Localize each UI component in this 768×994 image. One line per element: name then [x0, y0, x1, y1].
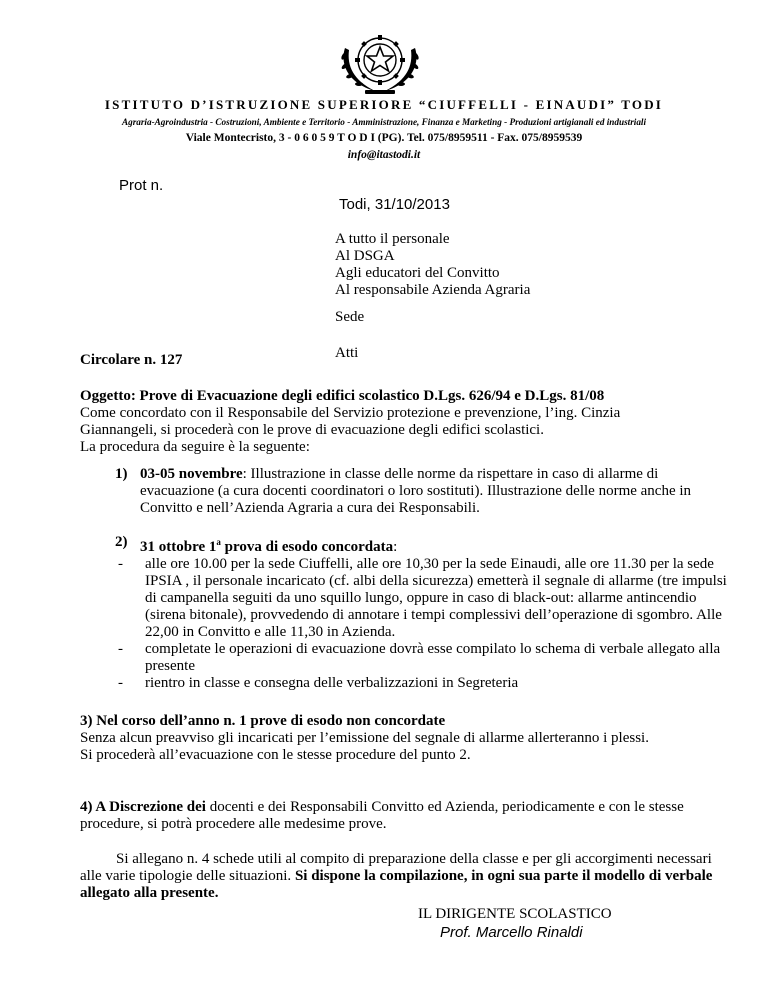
closing-paragraph [80, 851, 720, 902]
institute-sections: Agraria-Agroindustria - Costruzioni, Ambiente e Territorio - Amministrazione, Finanza e Marketing - Produzioni artigianali ed industriali [121, 117, 647, 127]
procedure-item-2 [115, 534, 730, 692]
item-text: : Illustrazione in classe delle norme da rispettare in caso di allarme di evacuazione (a cura docenti coordinatori o loro sostituti). Illustrazione delle norme anche in Convitto e nell’Azienda Agraria a cura dei Responsabili. [140, 466, 692, 516]
recipient: Al DSGA [335, 248, 395, 264]
item-text: docenti e dei Responsabili Convitto ed Azienda, periodicamente e con le stesse procedure, si potrà procedere alle medesime prove. [80, 799, 684, 832]
dash-bullet: - [118, 556, 123, 572]
list-item-text: alle ore 10.00 per la sede Ciuffelli, alle ore 10,30 per la sede Einaudi, alle ore 11.30 per la sede IPSIA , il personale incaricato (cf. albi della sicurezza) emetterà il segnale di allarme (tre impulsi di campanella seguiti da uno squillo lungo, oppure in caso di black-out: allarme antincendio (sirena bitonale), provvedendo di annotare i tempi complessivi dell’operazione di sgombro. Alle 22,00 in Convitto e alle 11,30 in Azienda. [145, 556, 727, 640]
item-date: 03-05 novembre [140, 466, 243, 482]
item-text: Si procederà all’evacuazione con le stesse procedure del punto 2. [80, 747, 471, 763]
item-number: 1) [115, 466, 128, 482]
recipient-sede: Sede [335, 309, 365, 325]
item-text: Senza alcun preavviso gli incaricati per l’emissione del segnale di allarme allerteranno i plessi. [80, 730, 649, 746]
list-item-text: rientro in classe e consegna delle verbalizzazioni in Segreteria [145, 675, 519, 691]
recipient: Al responsabile Azienda Agraria [335, 282, 531, 298]
circular-number: Circolare n. 127 [80, 352, 183, 368]
list-item [115, 641, 730, 675]
recipients-list [335, 231, 530, 299]
institute-address: Viale Montecristo, 3 - 0 6 0 5 9 T O D I (PG). Tel. 075/8959511 - Fax. 075/8959539 [185, 132, 583, 144]
intro-line: Come concordato con il Responsabile del Servizio protezione e prevenzione, l’ing. Cinzia [80, 405, 621, 421]
item-colon: : [393, 539, 398, 555]
recipient: A tutto il personale [335, 231, 450, 247]
intro-line: La procedura da seguire è la seguente: [80, 439, 310, 455]
item-title: 3) Nel corso dell’anno n. 1 prove di esodo non concordate [80, 713, 446, 729]
recipient: Agli educatori del Convitto [335, 265, 500, 281]
institute-email[interactable]: info@itastodi.it [347, 149, 421, 161]
subject-line: Oggetto: Prove di Evacuazione degli edifici scolastico D.Lgs. 626/94 e D.Lgs. 81/08 [80, 388, 605, 404]
republic-emblem-icon [335, 28, 425, 98]
item-superscript: a [216, 537, 221, 547]
item-date: 31 ottobre 1 [140, 539, 217, 555]
signer-name: Prof. Marcello Rinaldi [440, 924, 583, 941]
list-item [115, 556, 730, 641]
signer-role: IL DIRIGENTE SCOLASTICO [418, 906, 612, 922]
item-title: prova di esodo concordata [220, 539, 394, 555]
recipient-atti: Atti [335, 345, 359, 361]
procedure-item-3 [80, 713, 720, 764]
intro-paragraph [80, 405, 720, 456]
institute-name: ISTITUTO D’ISTRUZIONE SUPERIORE “CIUFFELLI - EINAUDI” TODI [104, 97, 664, 112]
procedure-item-4 [80, 799, 720, 833]
dash-bullet: - [118, 675, 123, 691]
dash-bullet: - [118, 641, 123, 657]
closing-text: Si allegano n. 4 schede utili al compito di preparazione della classe e per gli accorgimenti necessari alle varie tipologie delle situazioni. [80, 851, 712, 884]
protocol-number: Prot n. [119, 177, 164, 194]
document-date: Todi, 31/10/2013 [339, 196, 450, 213]
intro-line: Giannangeli, si procederà con le prove di evacuazione degli edifici scolastici. [80, 422, 544, 438]
list-item-text: completate le operazioni di evacuazione dovrà esse compilato lo schema di verbale allegato alla presente [145, 641, 721, 674]
item-bullet-list [115, 556, 730, 692]
closing-bold-text: Si dispone la compilazione, in ogni sua parte il modello di verbale allegato alla presente. [80, 868, 713, 901]
item-title: 4) A Discrezione dei [80, 799, 206, 815]
procedure-item-1 [115, 466, 730, 517]
list-item [115, 675, 730, 692]
item-number: 2) [115, 534, 128, 550]
